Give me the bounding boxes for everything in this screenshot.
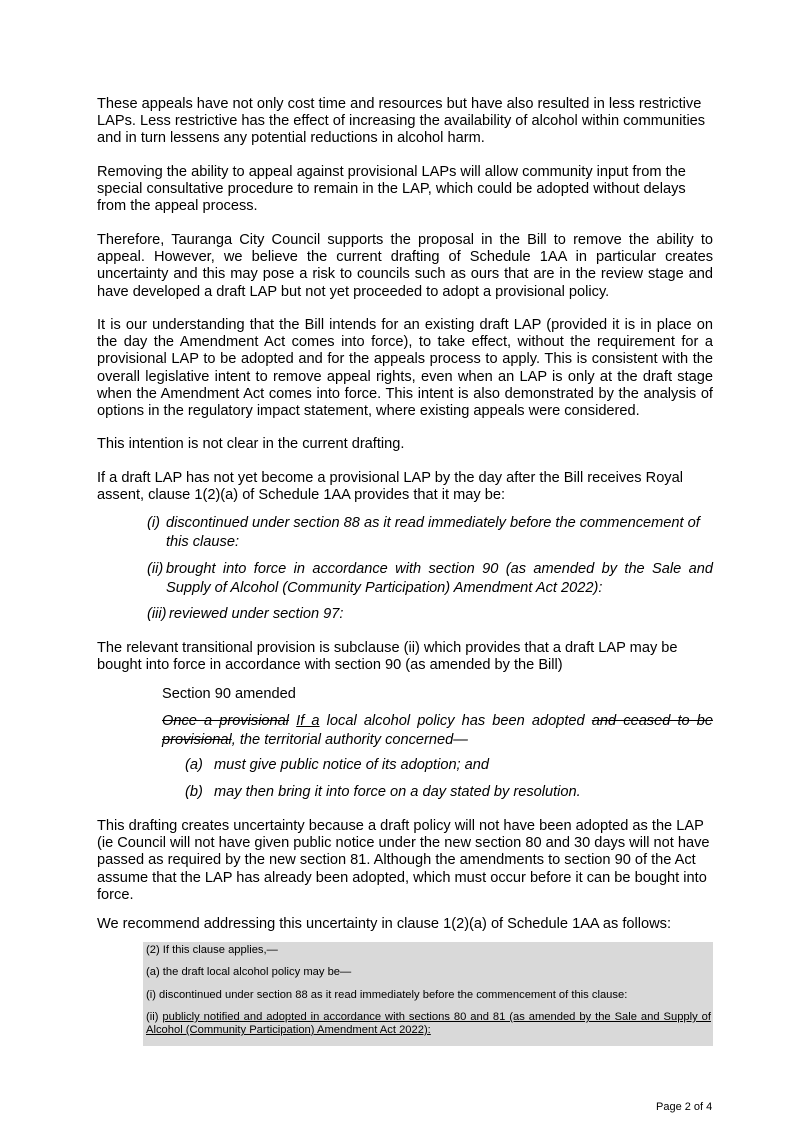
clause-item-text: discontinued under section 88 as it read immediately before the commencement of this clause:	[166, 515, 700, 550]
section-item-number: (b)	[185, 784, 203, 800]
paragraph-council-supports: Therefore, Tauranga City Council supports the proposal in the Bill to remove the ability to appeal. However, we believe the current drafting of Schedule 1AA in particular creates uncertainty and this may pose a risk to councils such as ours that are in the review stage and have developed a draft LAP but not yet proceeded to adopt a provisional policy.	[97, 232, 713, 300]
paragraph-draft-lap: If a draft LAP has not yet become a provisional LAP by the day after the Bill receives Royal assent, clause 1(2)(a) of Schedule 1AA provides that it may be:	[97, 470, 683, 504]
section-90-item-a	[185, 756, 713, 775]
clause-item-i	[147, 514, 713, 552]
recommendation-line: (2) If this clause applies,—	[146, 944, 278, 956]
section-90-end: , the territorial authority concerned—	[231, 732, 468, 748]
struck-text: and ceased to be provisional	[162, 713, 714, 748]
paragraph-transitional: The relevant transitional provision is subclause (ii) which provides that a draft LAP may be bought into force in accordance with section 90 (as amended by the Bill)	[97, 640, 678, 674]
recommendation-line	[146, 1011, 711, 1037]
clause-item-text: reviewed under section 97:	[169, 606, 344, 622]
section-90-heading: Section 90 amended	[162, 686, 296, 702]
clause-item-text: brought into force in accordance with section 90 (as amended by the Sale and Supply of Alcohol (Community Participation) Amendment Act 2022):	[166, 561, 713, 596]
section-item-text: may then bring it into force on a day stated by resolution.	[214, 784, 581, 800]
paragraph-removing-appeal: Removing the ability to appeal against provisional LAPs will allow community input from the special consultative procedure to remain in the LAP, which could be adopted without delays from the appeal process.	[97, 164, 686, 215]
clause-item-iii	[147, 605, 713, 624]
paragraph-appeals-cost: These appeals have not only cost time and resources but have also resulted in less restrictive LAPs. Less restrictive has the effect of increasing the availability of alcohol within communities and in turn lessens any potential reductions in alcohol harm.	[97, 96, 706, 147]
section-90-text	[162, 712, 713, 750]
clause-item-ii	[147, 560, 713, 598]
paragraph-understanding: It is our understanding that the Bill intends for an existing draft LAP (provided it is in place on the day the Amendment Act comes into force), to take effect, without the requirement for a provisional LAP to be adopted and for the appeals process to apply. This is consistent with the overall legislative intent to remove appeal rights, even when an LAP is only at the draft stage when the Amendment Act comes into force. This intent is also demonstrated by the analysis of options in the regulatory impact statement, where existing appeals were considered.	[97, 317, 713, 420]
inserted-text: If a	[296, 713, 320, 729]
recommendation-underlined: publicly notified and adopted in accordance with sections 80 and 81 (as amended by the Sale and Supply of Alcohol (Community Participation) Amendment Act 2022):	[146, 1011, 711, 1036]
struck-text: Once a provisional	[162, 713, 290, 729]
section-90-mid: local alcohol policy has been adopted	[326, 713, 585, 729]
recommendation-prefix: (ii)	[146, 1011, 163, 1023]
recommendation-line: (a) the draft local alcohol policy may be—	[146, 966, 352, 978]
clause-item-number: (ii)	[147, 561, 164, 577]
paragraph-uncertainty: This drafting creates uncertainty because a draft policy will not have been adopted as the LAP (ie Council will not have given public notice under the new section 80 and 30 days will not have passed as required by the new section 81. Although the amendments to section 90 of the Act assume that the LAP has already been adopted, which must occur before it can be bought into force.	[97, 818, 710, 903]
section-item-number: (a)	[185, 757, 203, 773]
clause-item-number: (iii)	[147, 606, 167, 622]
page-number: Page 2 of 4	[656, 1101, 713, 1113]
section-item-text: must give public notice of its adoption; and	[214, 757, 490, 773]
paragraph-recommend: We recommend addressing this uncertainty in clause 1(2)(a) of Schedule 1AA as follows:	[97, 916, 672, 932]
section-90-item-b	[185, 783, 713, 802]
recommendation-line: (i) discontinued under section 88 as it read immediately before the commencement of this clause:	[146, 989, 628, 1001]
paragraph-intention-unclear: This intention is not clear in the current drafting.	[97, 436, 405, 452]
clause-item-number: (i)	[147, 515, 160, 531]
